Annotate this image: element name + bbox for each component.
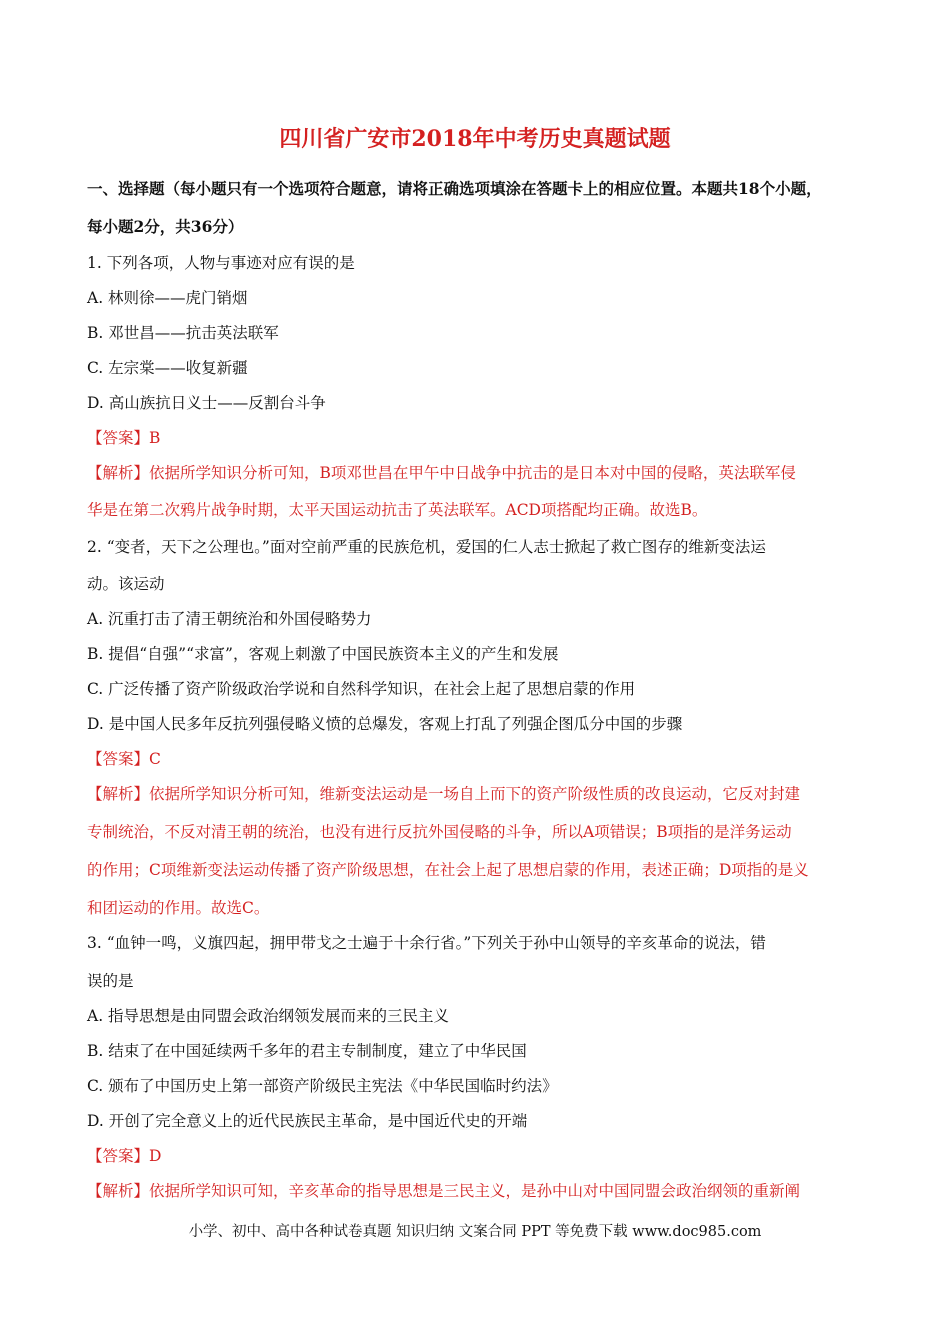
question-2-stem-line-2: 动。该运动: [87, 575, 165, 593]
question-2-analysis-line-3: 的作用；C项维新变法运动传播了资产阶级思想，在社会上起了思想启蒙的作用，表述正确；D项指的是义: [87, 861, 809, 879]
question-2-analysis-line-4: 和团运动的作用。故选C。: [87, 899, 270, 917]
section-header-line-2: 每小题2分，共36分）: [87, 217, 244, 236]
section-header-line-1: 一、选择题（每小题只有一个选项符合题意，请将正确选项填涂在答题卡上的相应位置。本题共18个小题，: [87, 179, 822, 198]
question-1-option-d: D. 高山族抗日义士——反割台斗争: [87, 394, 326, 412]
question-1-option-b: B. 邓世昌——抗击英法联军: [87, 324, 279, 342]
question-2-analysis-line-1: 【解析】依据所学知识分析可知，维新变法运动是一场自上而下的资产阶级性质的改良运动，它反对封建: [87, 785, 801, 803]
question-3-option-b: B. 结束了在中国延续两千多年的君主专制制度，建立了中华民国: [87, 1042, 527, 1060]
question-3-stem-line-1: 3. “血钟一鸣，义旗四起，拥甲带戈之士遍于十余行省。”下列关于孙中山领导的辛亥革命的说法，错: [87, 934, 766, 952]
question-1-answer: 【答案】B: [87, 429, 161, 447]
question-2-option-b: B. 提倡“自强”“求富”，客观上刺激了中国民族资本主义的产生和发展: [87, 645, 559, 663]
question-3-answer: 【答案】D: [87, 1147, 162, 1165]
question-3-option-d: D. 开创了完全意义上的近代民族民主革命，是中国近代史的开端: [87, 1112, 528, 1130]
question-3-option-a: A. 指导思想是由同盟会政治纲领发展而来的三民主义: [87, 1007, 450, 1025]
question-1-option-a: A. 林则徐——虎门销烟: [87, 289, 248, 307]
page-title: 四川省广安市2018年中考历史真题试题: [279, 126, 671, 152]
question-2-analysis-line-2: 专制统治，不反对清王朝的统治，也没有进行反抗外国侵略的斗争，所以A项错误；B项指的是洋务运动: [87, 823, 792, 841]
question-2-option-c: C. 广泛传播了资产阶级政治学说和自然科学知识，在社会上起了思想启蒙的作用: [87, 680, 636, 698]
question-2-answer: 【答案】C: [87, 750, 161, 768]
question-2-option-d: D. 是中国人民多年反抗列强侵略义愤的总爆发，客观上打乱了列强企图瓜分中国的步骤: [87, 715, 683, 733]
question-3-stem-line-2: 误的是: [87, 972, 134, 990]
question-1-stem: 1. 下列各项，人物与事迹对应有误的是: [87, 254, 355, 272]
question-2-option-a: A. 沉重打击了清王朝统治和外国侵略势力: [87, 610, 372, 628]
question-2-stem-line-1: 2. “变者，天下之公理也。”面对空前严重的民族危机，爱国的仁人志士掀起了救亡图存的维新变法运: [87, 538, 766, 556]
question-1-analysis-line-2: 华是在第二次鸦片战争时期，太平天国运动抗击了英法联军。ACD项搭配均正确。故选B。: [87, 501, 708, 519]
question-3-analysis-line-1: 【解析】依据所学知识可知，辛亥革命的指导思想是三民主义，是孙中山对中国同盟会政治纲领的重新阐: [87, 1182, 801, 1200]
question-3-option-c: C. 颁布了中国历史上第一部资产阶级民主宪法《中华民国临时约法》: [87, 1077, 558, 1095]
page-footer: 小学、初中、高中各种试卷真题 知识归纳 文案合同 PPT 等免费下载 www.doc985.com: [188, 1224, 762, 1240]
question-1-analysis-line-1: 【解析】依据所学知识分析可知，B项邓世昌在甲午中日战争中抗击的是日本对中国的侵略，英法联军侵: [87, 464, 796, 482]
question-1-option-c: C. 左宗棠——收复新疆: [87, 359, 248, 377]
